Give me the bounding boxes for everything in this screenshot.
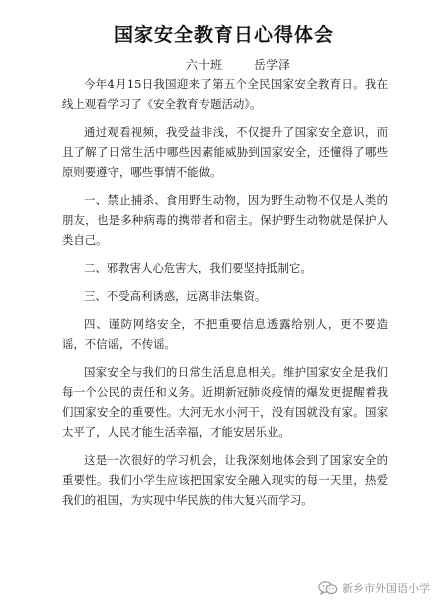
byline-class: 六十班 <box>186 58 223 72</box>
paragraph-significance: 国家安全与我们的日常生活息息相关。维护国家安全是我们每一个公民的责任和义务。近期新冠肺炎疫情的爆发更提醒着我们国家安全的重要性。大河无水小河干，没有国就没有家。国家太平了，人民才能生活幸福，才能安居乐业。 <box>62 365 388 439</box>
paragraph-intro: 今年4月15日我国迎来了第五个全民国家安全教育日。我在线上观看学习了《安全教育专题活动》。 <box>62 77 388 111</box>
paragraph-point-2: 二、邪教害人心危害大，我们要坚持抵制它。 <box>84 261 312 275</box>
paragraph-conclusion: 这是一次很好的学习机会，让我深刻地体会到了国家安全的重要性。我们小学生应该把国家安全融入现实的每一天里，热爱我们的祖国，为实现中华民族的伟大复兴而学习。 <box>62 453 388 507</box>
watermark <box>318 580 430 596</box>
byline-author: 岳学泽 <box>254 58 291 72</box>
document-title: 国家安全教育日心得体会 <box>113 24 334 46</box>
paragraph-point-1: 一、禁止捕杀、食用野生动物，因为野生动物不仅是人类的朋友，也是多种病毒的携带者和宿主。保护野生动物就是保护人类自己。 <box>62 193 388 247</box>
paragraph-reflection: 通过观看视频，我受益非浅，不仅提升了国家安全意识，而且了解了日常生活中哪些因素能威胁到国家安全，还懂得了哪些原则要遵守，哪些事情不能做。 <box>62 125 388 179</box>
watermark-text: 新乡市外国语小学 <box>342 582 430 595</box>
paragraph-point-3: 三、不受高利诱惑，远离非法集资。 <box>84 289 267 303</box>
document-body <box>62 74 388 518</box>
paragraph-point-4: 四、谨防网络安全，不把重要信息透露给别人，更不要造谣，不信谣，不传谣。 <box>62 317 388 351</box>
wechat-icon <box>318 581 338 595</box>
